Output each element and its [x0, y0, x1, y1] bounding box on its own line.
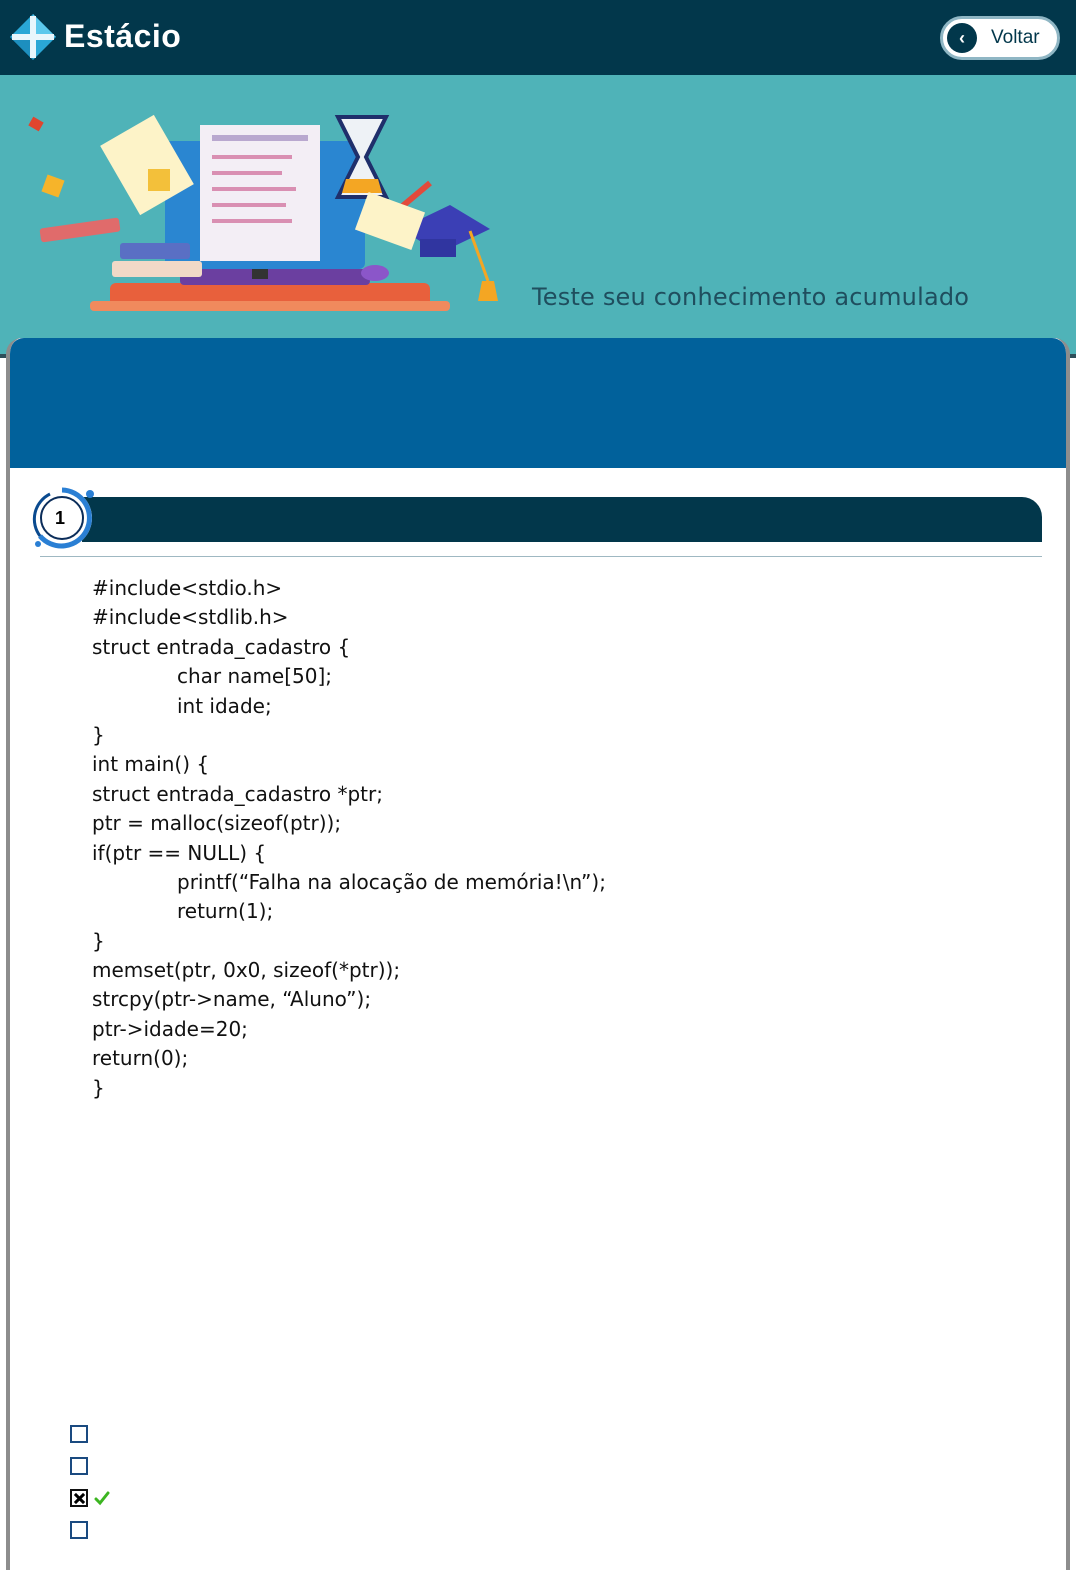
- card-header: [10, 338, 1066, 468]
- code-line: }: [92, 928, 105, 953]
- answer-option[interactable]: [70, 1418, 110, 1450]
- code-line: #include<stdio.h>: [92, 576, 283, 600]
- code-line: printf(“Falha na alocação de memória!\n”);: [177, 869, 606, 894]
- code-line: memset(ptr, 0x0, sizeof(*ptr));: [92, 958, 401, 983]
- question-number: 1: [54, 508, 65, 528]
- hero-banner: [0, 75, 1076, 358]
- question-header-bar: [82, 497, 1042, 542]
- code-block: [92, 574, 606, 1103]
- code-line: struct entrada_cadastro *ptr;: [92, 781, 383, 806]
- code-line: return(0);: [92, 1046, 189, 1071]
- code-line: return(1);: [177, 899, 274, 924]
- code-line: }: [92, 1075, 105, 1100]
- back-button-label: Voltar: [991, 27, 1040, 48]
- estacio-logo-icon: [8, 12, 58, 62]
- code-line: ptr->idade=20;: [92, 1016, 248, 1041]
- code-line: int idade;: [177, 693, 272, 718]
- code-line: ptr = malloc(sizeof(ptr));: [92, 811, 342, 836]
- answer-options: [70, 1418, 110, 1546]
- code-line: }: [92, 722, 105, 747]
- option-checkbox[interactable]: [70, 1521, 88, 1539]
- code-line: if(ptr == NULL) {: [92, 840, 267, 865]
- answer-option[interactable]: [70, 1482, 110, 1514]
- code-line: strcpy(ptr->name, “Aluno”);: [92, 987, 372, 1012]
- top-bar: [0, 0, 1076, 75]
- code-line: #include<stdlib.h>: [92, 605, 289, 630]
- correct-check-icon: [94, 1490, 110, 1506]
- banner-title: Teste seu conhecimento acumulado: [532, 283, 970, 311]
- brand-name: Estácio: [64, 18, 182, 54]
- option-checkbox[interactable]: [70, 1457, 88, 1475]
- code-line: char name[50];: [177, 664, 333, 689]
- back-button[interactable]: [940, 16, 1060, 60]
- chevron-left-icon: ‹: [947, 23, 977, 53]
- question-card: [6, 338, 1070, 1570]
- option-checkbox[interactable]: [70, 1425, 88, 1443]
- code-line: struct entrada_cadastro {: [92, 634, 351, 659]
- answer-option[interactable]: [70, 1514, 110, 1546]
- answer-option[interactable]: [70, 1450, 110, 1482]
- study-illustration-icon: [20, 105, 520, 345]
- option-checkbox[interactable]: [70, 1489, 88, 1507]
- question-underline: [40, 556, 1042, 557]
- code-line: int main() {: [92, 752, 210, 777]
